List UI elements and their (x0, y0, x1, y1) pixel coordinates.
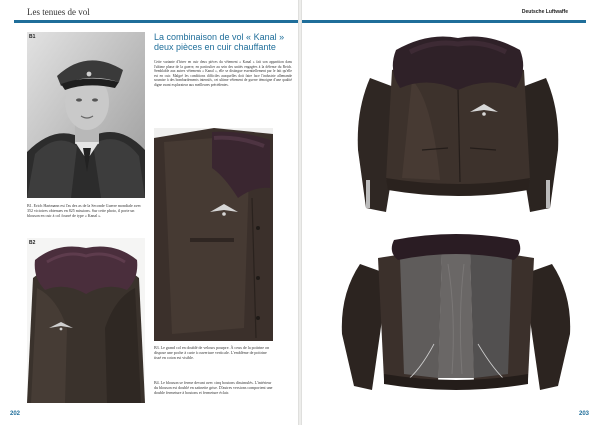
photo-b1-portrait (27, 32, 145, 198)
article-title-line2: deux pièces en cuir chauffante (154, 42, 276, 52)
jacket-front-image (352, 30, 564, 226)
header-rule-left (14, 20, 298, 23)
left-page (0, 0, 298, 425)
right-page (302, 0, 600, 425)
figure-label-b3: B3 (156, 130, 163, 136)
running-head-right: Deutsche Luftwaffe (521, 9, 568, 15)
photo-jacket-front (352, 30, 564, 226)
folio-left: 202 (10, 411, 21, 417)
jacket-detail-image (154, 128, 273, 341)
article-title (154, 32, 294, 52)
portrait-image (27, 32, 145, 198)
jacket-lining-image (338, 234, 574, 396)
figure-label-b2: B2 (29, 240, 36, 246)
photo-jacket-open-b4 (338, 234, 574, 396)
photo-b3-detail (154, 128, 273, 341)
article-title-line1: La combinaison de vol « Kanal » (154, 32, 285, 42)
folio-right: 203 (578, 411, 589, 417)
photo-b2-jacket (27, 238, 145, 403)
header-rule-right (302, 20, 586, 23)
caption-b1: B1. Erich Hartmann est l'as des as de la Seconde Guerre mondiale avec 352 victoires obtenues en 825 missions. Sur cette photo, il porte un blouson en cuir à col fourré de type « Kanal ». (27, 203, 142, 218)
caption-b3: B3. Le grand col en doublé de velours pourpre. À ceux de la poitrine on dispose une poche à carte à ouverture verticale. L'emblème de poitrine tissé en coton est visible. (154, 345, 270, 360)
running-head-left: Les tenues de vol (27, 7, 90, 17)
article-body: Cette variante d'hiver en cuir deux pièces du vêtement « Kanal » fait son apparition dans l'ultime phase de la guerre, en particulier au sein des unités engagées à la défense du Reich. Semblable aux autres vêtements « Kanal », elle se distingue essentiellement par le fait qu'elle est en cuir. Malgré les conditions difficiles auxquelles doit faire face l'industrie allemande soumise à des bombardements intensifs, cet ultime vêtement de guerre témoigne d'une qualité digne avant explorateur aux meilleures précédentes. (154, 60, 292, 87)
caption-b4: B4. Le blouson se ferme devant avec cinq boutons dissimulés. L'intérieur du blouson est doublé en satinette grise. D'autres versions comportent une double fermeture à boutons et fermeture éclair. (154, 380, 273, 395)
figure-label-b1: B1 (29, 34, 36, 40)
jacket-collar-image (27, 238, 145, 403)
